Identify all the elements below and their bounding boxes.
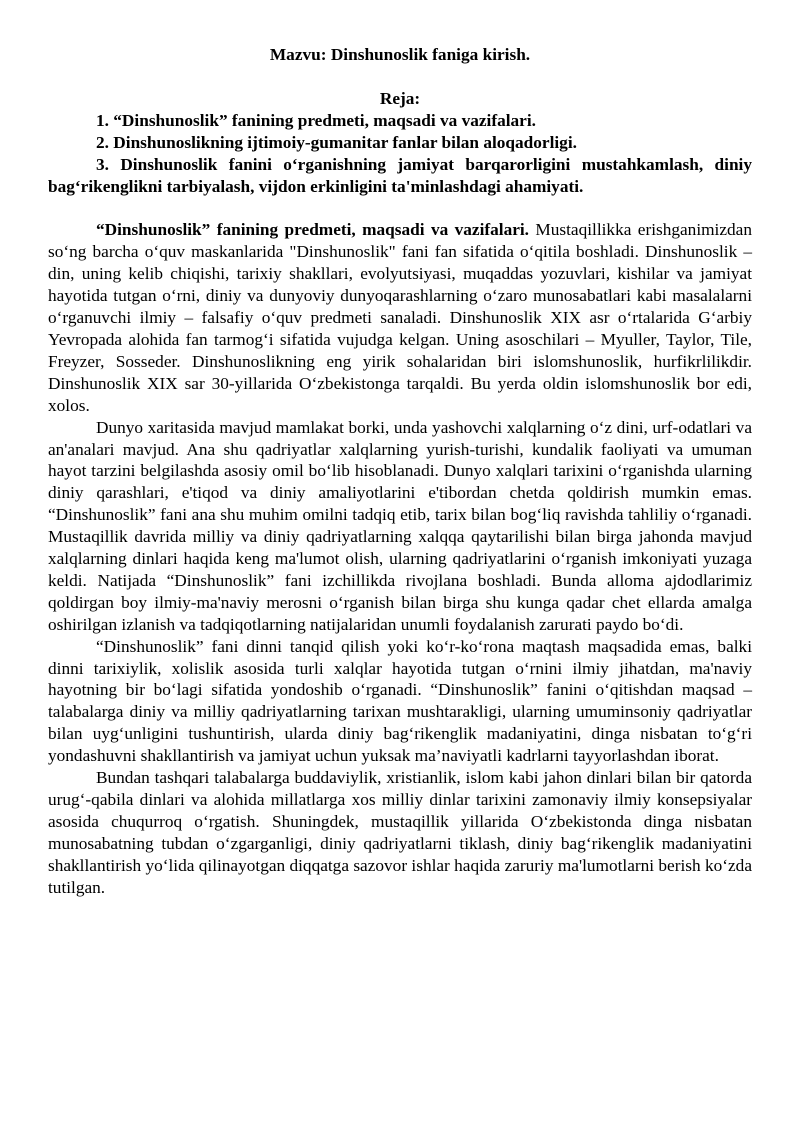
spacer (48, 66, 752, 88)
plan-item-1: 1. “Dinshunoslik” fanining predmeti, maqsadi va vazifalari. (96, 110, 536, 130)
spacer (48, 197, 752, 219)
paragraph-text: Dunyo xaritasida mavjud mamlakat borki, unda yashovchi xalqlarning o‘z dini, urf-odatlari va an'analari mavjud. Ana shu qadriyatlar xalqlarning yurish-turishi, kundalik faoliyati va umuman hayot tarzini belgilashda asosiy omil bo‘lib hisoblanadi. Dunyo xalqlari tarixini o‘rganishda ularning diniy qarashlari, e'tiqod va diniy amaliyotlarini e'tibordan chetda qoldirish mumkin emas. “Dinshunoslik” fani ana shu muhim omilni tadqiq etib, tarix bilan bog‘liq ravishda tahliliy o‘rganadi. Mustaqillik davrida milliy va diniy qadriyatlarning xalqqa qaytarilishi bilan birga jahonda mavjud xalqlarning dinlari haqida keng ma'lumot olish, ularning qadriyatlarini o‘rganish imkoniyati yuzaga keldi. Natijada “Dinshunoslik” fani izchillikda rivojlana boshladi. Bunda alloma ajdodlarimiz qoldirgan boy ilmiy-ma'naviy merosni o‘rganish bilan birga shu kunga qadar chet ellarda amalga oshirilgan izlanish va tadqiqotlarning natijalaridan unumli foydalanish zarurati paydo bo‘di. (48, 417, 752, 634)
plan-item-3: 3. Dinshunoslik fanini o‘rganishning jamiyat barqarorligini mustahkamlash, diniy bag‘rikenglikni tarbiyalash, vijdon erkinligini ta'minlashdagi ahamiyati. (48, 154, 752, 196)
plan-heading: Reja: (379, 88, 421, 108)
paragraph-3 (48, 636, 752, 767)
paragraph-lead: “Dinshunoslik” fanining predmeti, maqsadi va vazifalari. (96, 220, 529, 240)
paragraph-1 (48, 219, 752, 416)
paragraph-2 (48, 417, 752, 636)
document-page (48, 44, 752, 899)
document-title: Mazvu: Dinshunoslik faniga kirish. (269, 45, 531, 64)
plan-item-2: 2. Dinshunoslikning ijtimoiy-gumanitar fanlar bilan aloqadorligi. (96, 132, 577, 152)
paragraph-text: Mustaqillikka erishganimizdan so‘ng barcha o‘quv maskanlarida "Dinshunoslik" fani fan sifatida o‘qitila boshladi. Dinshunoslik – din, uning kelib chiqishi, tarixiy shakllari, evolyutsiyasi, muqaddas yozuvlari, kishilar va jamiyat hayotida tutgan o‘rni, diniy va dunyoviy dunyoqarashlarning o‘zaro munosabatlari kabi masalalarni o‘rganuvchi ilmiy – falsafiy o‘quv predmeti sanaladi. Dinshunoslik XIX asr o‘rtalarida G‘arbiy Yevropada alohida fan tarmog‘i sifatida vujudga kelgan. Uning asoschilari – Myuller, Taylor, Tile, Freyzer, Sosseder. Dinshunoslikning eng yirik sohalaridan biri islomshunoslik, hurfikrlilikdir. Dinshunoslik XIX sar 30-yillarida O‘zbekistonga tarqaldi. Bu yerda oldin islomshunoslik bor edi, xolos. (48, 220, 752, 415)
paragraph-text: Bundan tashqari talabalarga buddaviylik, xristianlik, islom kabi jahon dinlari bilan bir qatorda urug‘-qabila dinlari va alohida millatlarga xos milliy dinlar tarixini zamonaviy ilmiy konsepsiyalar asosida chuqurroq o‘rgatish. Shuningdek, mustaqillik yillarida O‘zbekistonda dinga nisbatan munosabatning tubdan o‘zgarganligi, diniy qadriyatlarni tiklash, diniy bag‘rikenglik madaniyatini shakllantirish yo‘lida qilinayotgan diqqatga sazovor ishlar haqida zaruriy ma'lumotlarni berish ko‘zda tutilgan. (48, 768, 752, 897)
paragraph-text: “Dinshunoslik” fani dinni tanqid qilish yoki ko‘r-ko‘rona maqtash maqsadida emas, balki dinni tarixiylik, xolislik asosida turli xalqlar hayotida tutgan o‘rnini ilmiy jihatdan, ma'naviy hayotning bir bo‘lagi sifatida yondoshib o‘rganadi. “Dinshunoslik” fanini o‘qitishdan maqsad – talabalarga diniy va milliy qadriyatlarning tarixan mushtarakligi, ularning umuminsoniy qadriyatlar bilan uyg‘unligini tushuntirish, ularda diniy bag‘rikenglik madaniyatini, dinga nisbatan to‘g‘ri yondashuvni shakllantirish va jamiyat uchun yuksak ma’naviyatli kadrlarni tayyorlashdan iborat. (48, 636, 752, 766)
paragraph-4 (48, 767, 752, 898)
